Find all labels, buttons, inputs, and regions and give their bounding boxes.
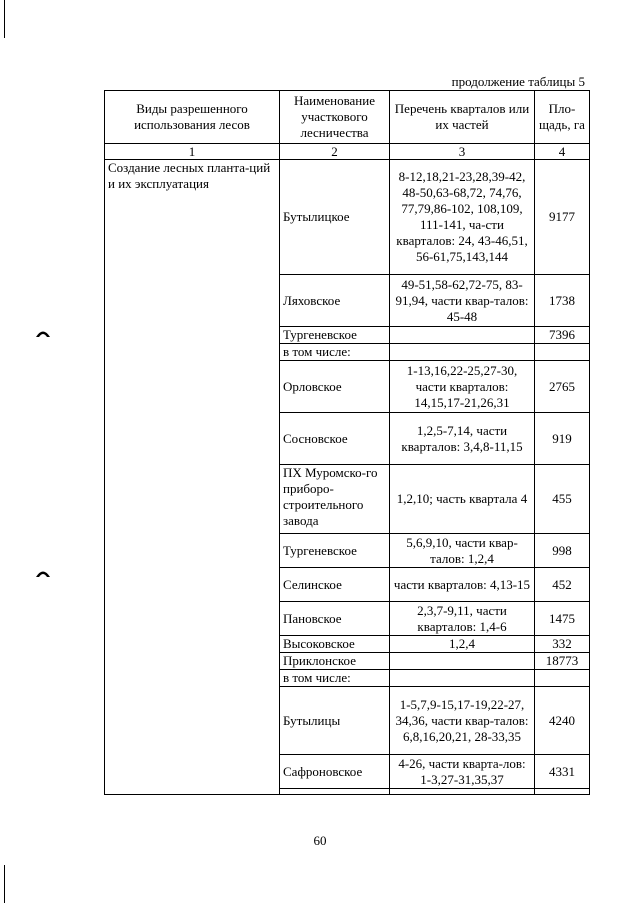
- forestry-cell: Сафроновское: [280, 755, 390, 789]
- area-cell: 2765: [535, 361, 590, 413]
- area-cell: 332: [535, 636, 590, 653]
- area-cell: 18773: [535, 653, 590, 670]
- use-type-cell: Создание лесных планта-ций и их эксплуатация: [105, 160, 280, 795]
- scan-mark: [35, 328, 51, 338]
- quarters-cell: [390, 327, 535, 344]
- forestry-cell: Орловское: [280, 361, 390, 413]
- quarters-cell: 1,2,4: [390, 636, 535, 653]
- area-cell: 1738: [535, 275, 590, 327]
- area-cell: 455: [535, 465, 590, 534]
- column-number: 3: [390, 144, 535, 160]
- quarters-cell: [390, 653, 535, 670]
- header-area: Пло-щадь, га: [535, 91, 590, 144]
- forestry-cell: в том числе:: [280, 344, 390, 361]
- area-cell: 4331: [535, 755, 590, 789]
- area-cell: 1475: [535, 602, 590, 636]
- area-cell: 9177: [535, 160, 590, 275]
- empty-cell: [280, 789, 390, 795]
- empty-cell: [390, 789, 535, 795]
- quarters-cell: 1-5,7,9-15,17-19,22-27, 34,36, части квар-талов: 6,8,16,20,21, 28-33,35: [390, 687, 535, 755]
- quarters-cell: части кварталов: 4,13-15: [390, 568, 535, 602]
- quarters-cell: 1,2,10; часть квартала 4: [390, 465, 535, 534]
- forestry-cell: Тургеневское: [280, 327, 390, 344]
- column-number: 1: [105, 144, 280, 160]
- forestry-cell: в том числе:: [280, 670, 390, 687]
- quarters-cell: [390, 670, 535, 687]
- forestry-cell: Сосновское: [280, 413, 390, 465]
- scan-mark: [35, 568, 51, 578]
- area-cell: [535, 670, 590, 687]
- quarters-cell: 5,6,9,10, части квар-талов: 1,2,4: [390, 534, 535, 568]
- header-use: Виды разрешенного использования лесов: [105, 91, 280, 144]
- empty-cell: [535, 789, 590, 795]
- header-forestry: Наименование участкового лесничества: [280, 91, 390, 144]
- page-number: 60: [313, 833, 327, 848]
- quarters-cell: 4-26, части кварта-лов: 1-3,27-31,35,37: [390, 755, 535, 789]
- quarters-cell: 8-12,18,21-23,28,39-42, 48-50,63-68,72, 74,76, 77,79,86-102, 108,109, 111-141, ча-сти кварталов: 24, 43-46,51, 56-61,75,143,144: [390, 160, 535, 275]
- forestry-cell: ПХ Муромско-го приборо-строительного завода: [280, 465, 390, 534]
- forestry-cell: Высоковское: [280, 636, 390, 653]
- forestry-cell: Тургеневское: [280, 534, 390, 568]
- area-cell: 7396: [535, 327, 590, 344]
- forest-use-table: [104, 90, 590, 795]
- area-cell: 452: [535, 568, 590, 602]
- scan-edge-line: [4, 865, 5, 903]
- quarters-cell: 1,2,5-7,14, части кварталов: 3,4,8-11,15: [390, 413, 535, 465]
- area-cell: 998: [535, 534, 590, 568]
- quarters-cell: 49-51,58-62,72-75, 83-91,94, части квар-талов: 45-48: [390, 275, 535, 327]
- forestry-cell: Бутылицы: [280, 687, 390, 755]
- forestry-cell: Приклонское: [280, 653, 390, 670]
- forestry-cell: Селинское: [280, 568, 390, 602]
- area-cell: 4240: [535, 687, 590, 755]
- quarters-cell: 1-13,16,22-25,27-30, части кварталов: 14,15,17-21,26,31: [390, 361, 535, 413]
- forestry-cell: Ляховское: [280, 275, 390, 327]
- quarters-cell: [390, 344, 535, 361]
- table-continuation-caption: продолжение таблицы 5: [451, 74, 585, 89]
- quarters-cell: 2,3,7-9,11, части кварталов: 1,4-6: [390, 602, 535, 636]
- header-quarters: Перечень кварталов или их частей: [390, 91, 535, 144]
- column-number: 4: [535, 144, 590, 160]
- area-cell: [535, 344, 590, 361]
- column-number: 2: [280, 144, 390, 160]
- forestry-cell: Бутылицкое: [280, 160, 390, 275]
- scan-edge-line: [4, 0, 5, 38]
- forestry-cell: Пановское: [280, 602, 390, 636]
- area-cell: 919: [535, 413, 590, 465]
